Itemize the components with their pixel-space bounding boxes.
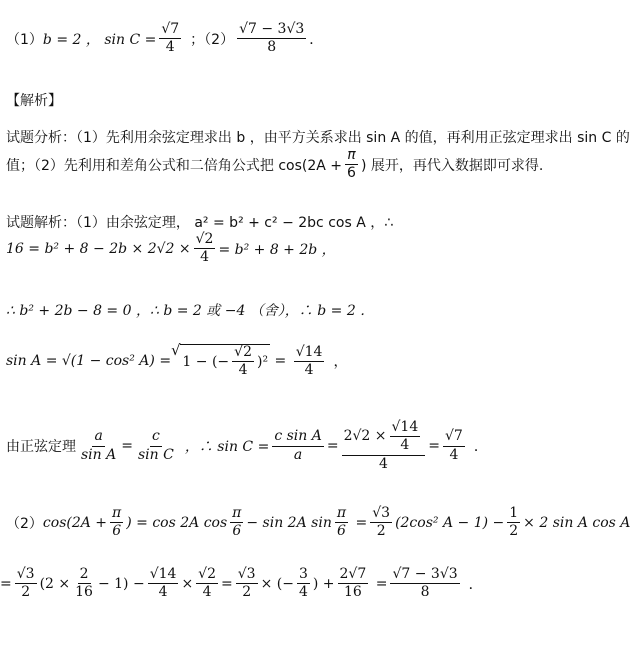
solution-line-2: 16 = b² + 8 − 2b × 2√2 × $\frac{√2}{4}$ = b² + 8 + 2b ， (6, 231, 336, 266)
solution-line-3: ∴ b² + 2b − 8 = 0 ，∴ b = 2 或 −4 （舍），∴ b = 2 ． (6, 303, 375, 319)
solution-line-5: 由正弦定理 $\frac{a}{\text{sin A}}$ = $\frac{c}{\text{sin C}}$ ，∴ sin C = $\frac{\text{c sin A}}{a}$ = 2√2 × $\frac{√14}{4}$ 4 = $\frac{√7}{4}$ ． (6, 419, 488, 472)
analysis-line-1: 试题分析：（1）先利用余弦定理求出 b ，由平方关系求出 sin A 的值，再利用正弦定理求出 sin C 的 (6, 130, 630, 146)
solution-line-6: （2） cos(2A + $\frac{\pi}{6}$ ) = cos 2A cos $\frac{\pi}{6}$ − sin 2A sin $\frac{\pi}{6}$ = $\frac{√3}{2}$ (2cos² A − 1) − $\frac{1}{2}$ × 2 sin A cos A (6, 505, 630, 540)
answer-part2-label: ；（2） (190, 31, 235, 48)
analysis-header: 【解析】 (6, 93, 62, 109)
solution-line-4: sin A = √(1 − cos² A) = √ 1 − (− $\frac{√2}{4}$ )² = $\frac{√14}{4}$ ， (6, 342, 348, 379)
sqrt-expression: √ 1 − (− $\frac{√2}{4}$ )² (171, 342, 269, 379)
solution-line-7: = $\frac{√3}{2}$ (2 × $\frac{2}{16}$ − 1) − $\frac{√14}{4}$ × $\frac{√2}{4}$ = $\frac{√3}{2}$ × (− $\frac{3}{4}$ ) + $\frac{2√7}{16}$ = $\frac{√7 - 3√3}{8}$ ． (0, 566, 483, 601)
solution-line-1: 试题解析：（1）由余弦定理， a² = b² + c² − 2bc cos A ，∴ (6, 215, 394, 231)
answer-part1-text: b = 2 ， sin C = (42, 31, 157, 48)
pi-over-6-fraction: $\frac{\pi}{6}$ (347, 147, 356, 182)
answer-sinC-fraction: $\frac{√7}{4}$ (161, 21, 180, 56)
answer-line: （1） b = 2 ， sin C = $\frac{√7}{4}$ ；（2） $\frac{√7 - 3√3}{8}$ ． (6, 21, 324, 56)
answer-part1-label: （1） (6, 31, 43, 48)
answer-cos-fraction: $\frac{√7 - 3√3}{8}$ (239, 21, 305, 56)
analysis-line-2: 值；（2）先利用和差角公式和二倍角公式把 cos(2A + $\frac{\pi}{6}$ ) 展开，再代入数据即可求得. (6, 147, 544, 182)
